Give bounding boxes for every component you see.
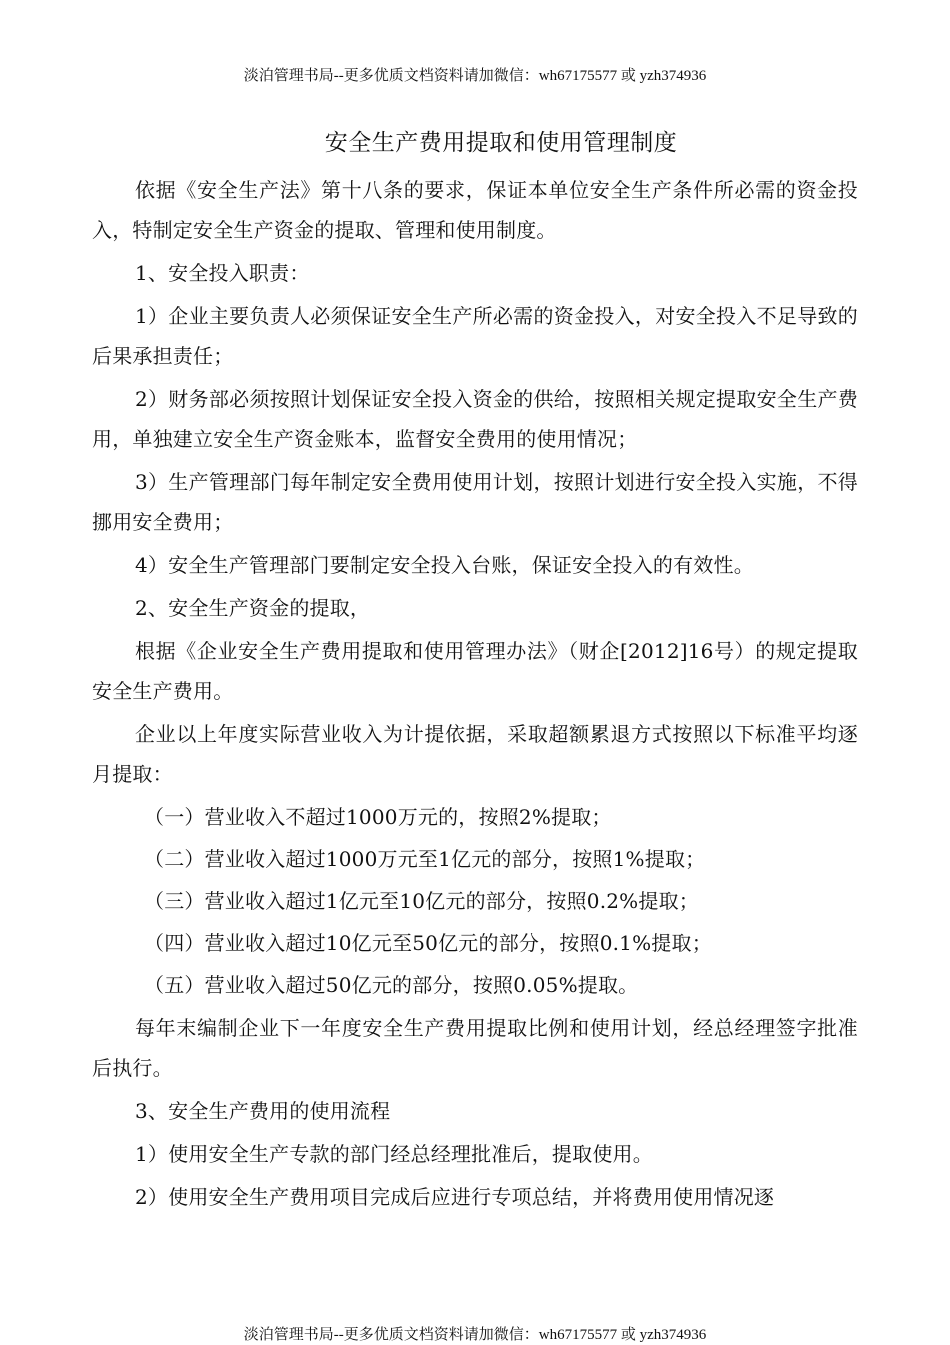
section-2-basis: 根据《企业安全生产费用提取和使用管理办法》（财企[2012]16号）的规定提取安全生产费用。 <box>92 639 858 703</box>
section-1-item: 3）生产管理部门每年制定安全费用使用计划，按照计划进行安全投入实施，不得挪用安全费用； <box>92 470 858 534</box>
rate-tier: （五）营业收入超过50亿元的部分，按照0.05%提取。 <box>144 973 639 997</box>
section-3-item: 1）使用安全生产专款的部门经总经理批准后，提取使用。 <box>135 1142 653 1166</box>
section-3-item: 2）使用安全生产费用项目完成后应进行专项总结，并将费用使用情况逐 <box>135 1185 775 1209</box>
intro-paragraph: 依据《安全生产法》第十八条的要求，保证本单位安全生产条件所必需的资金投入，特制定安全生产资金的提取、管理和使用制度。 <box>92 178 858 242</box>
section-1-heading: 1、安全投入职责： <box>135 261 310 285</box>
rate-tier: （一）营业收入不超过1000万元的，按照2%提取； <box>144 805 612 829</box>
page-header-note: 淡泊管理书局--更多优质文档资料请加微信：wh67175577 或 yzh374936 <box>243 68 707 84</box>
page-footer-note: 淡泊管理书局--更多优质文档资料请加微信：wh67175577 或 yzh374936 <box>243 1327 707 1343</box>
rate-tier: （四）营业收入超过10亿元至50亿元的部分，按照0.1%提取； <box>144 931 712 955</box>
section-1-item: 4）安全生产管理部门要制定安全投入台账，保证安全投入的有效性。 <box>135 553 754 577</box>
rate-tier: （二）营业收入超过1000万元至1亿元的部分，按照1%提取； <box>144 847 706 871</box>
section-2-heading: 2、安全生产资金的提取， <box>135 596 371 620</box>
section-1-item: 2）财务部必须按照计划保证安全投入资金的供给，按照相关规定提取安全生产费用，单独建立安全生产资金账本，监督安全费用的使用情况； <box>92 387 858 451</box>
section-2-method: 企业以上年度实际营业收入为计提依据，采取超额累退方式按照以下标准平均逐月提取： <box>92 722 858 786</box>
document-title: 安全生产费用提取和使用管理制度 <box>324 130 678 156</box>
document-body <box>92 170 858 1217</box>
annual-plan-paragraph: 每年末编制企业下一年度安全生产费用提取比例和使用计划，经总经理签字批准后执行。 <box>92 1016 858 1080</box>
section-1-item: 1）企业主要负责人必须保证安全生产所必需的资金投入，对安全投入不足导致的后果承担责任； <box>92 304 858 368</box>
section-3-heading: 3、安全生产费用的使用流程 <box>135 1099 391 1123</box>
rate-tier: （三）营业收入超过1亿元至10亿元的部分，按照0.2%提取； <box>144 889 699 913</box>
